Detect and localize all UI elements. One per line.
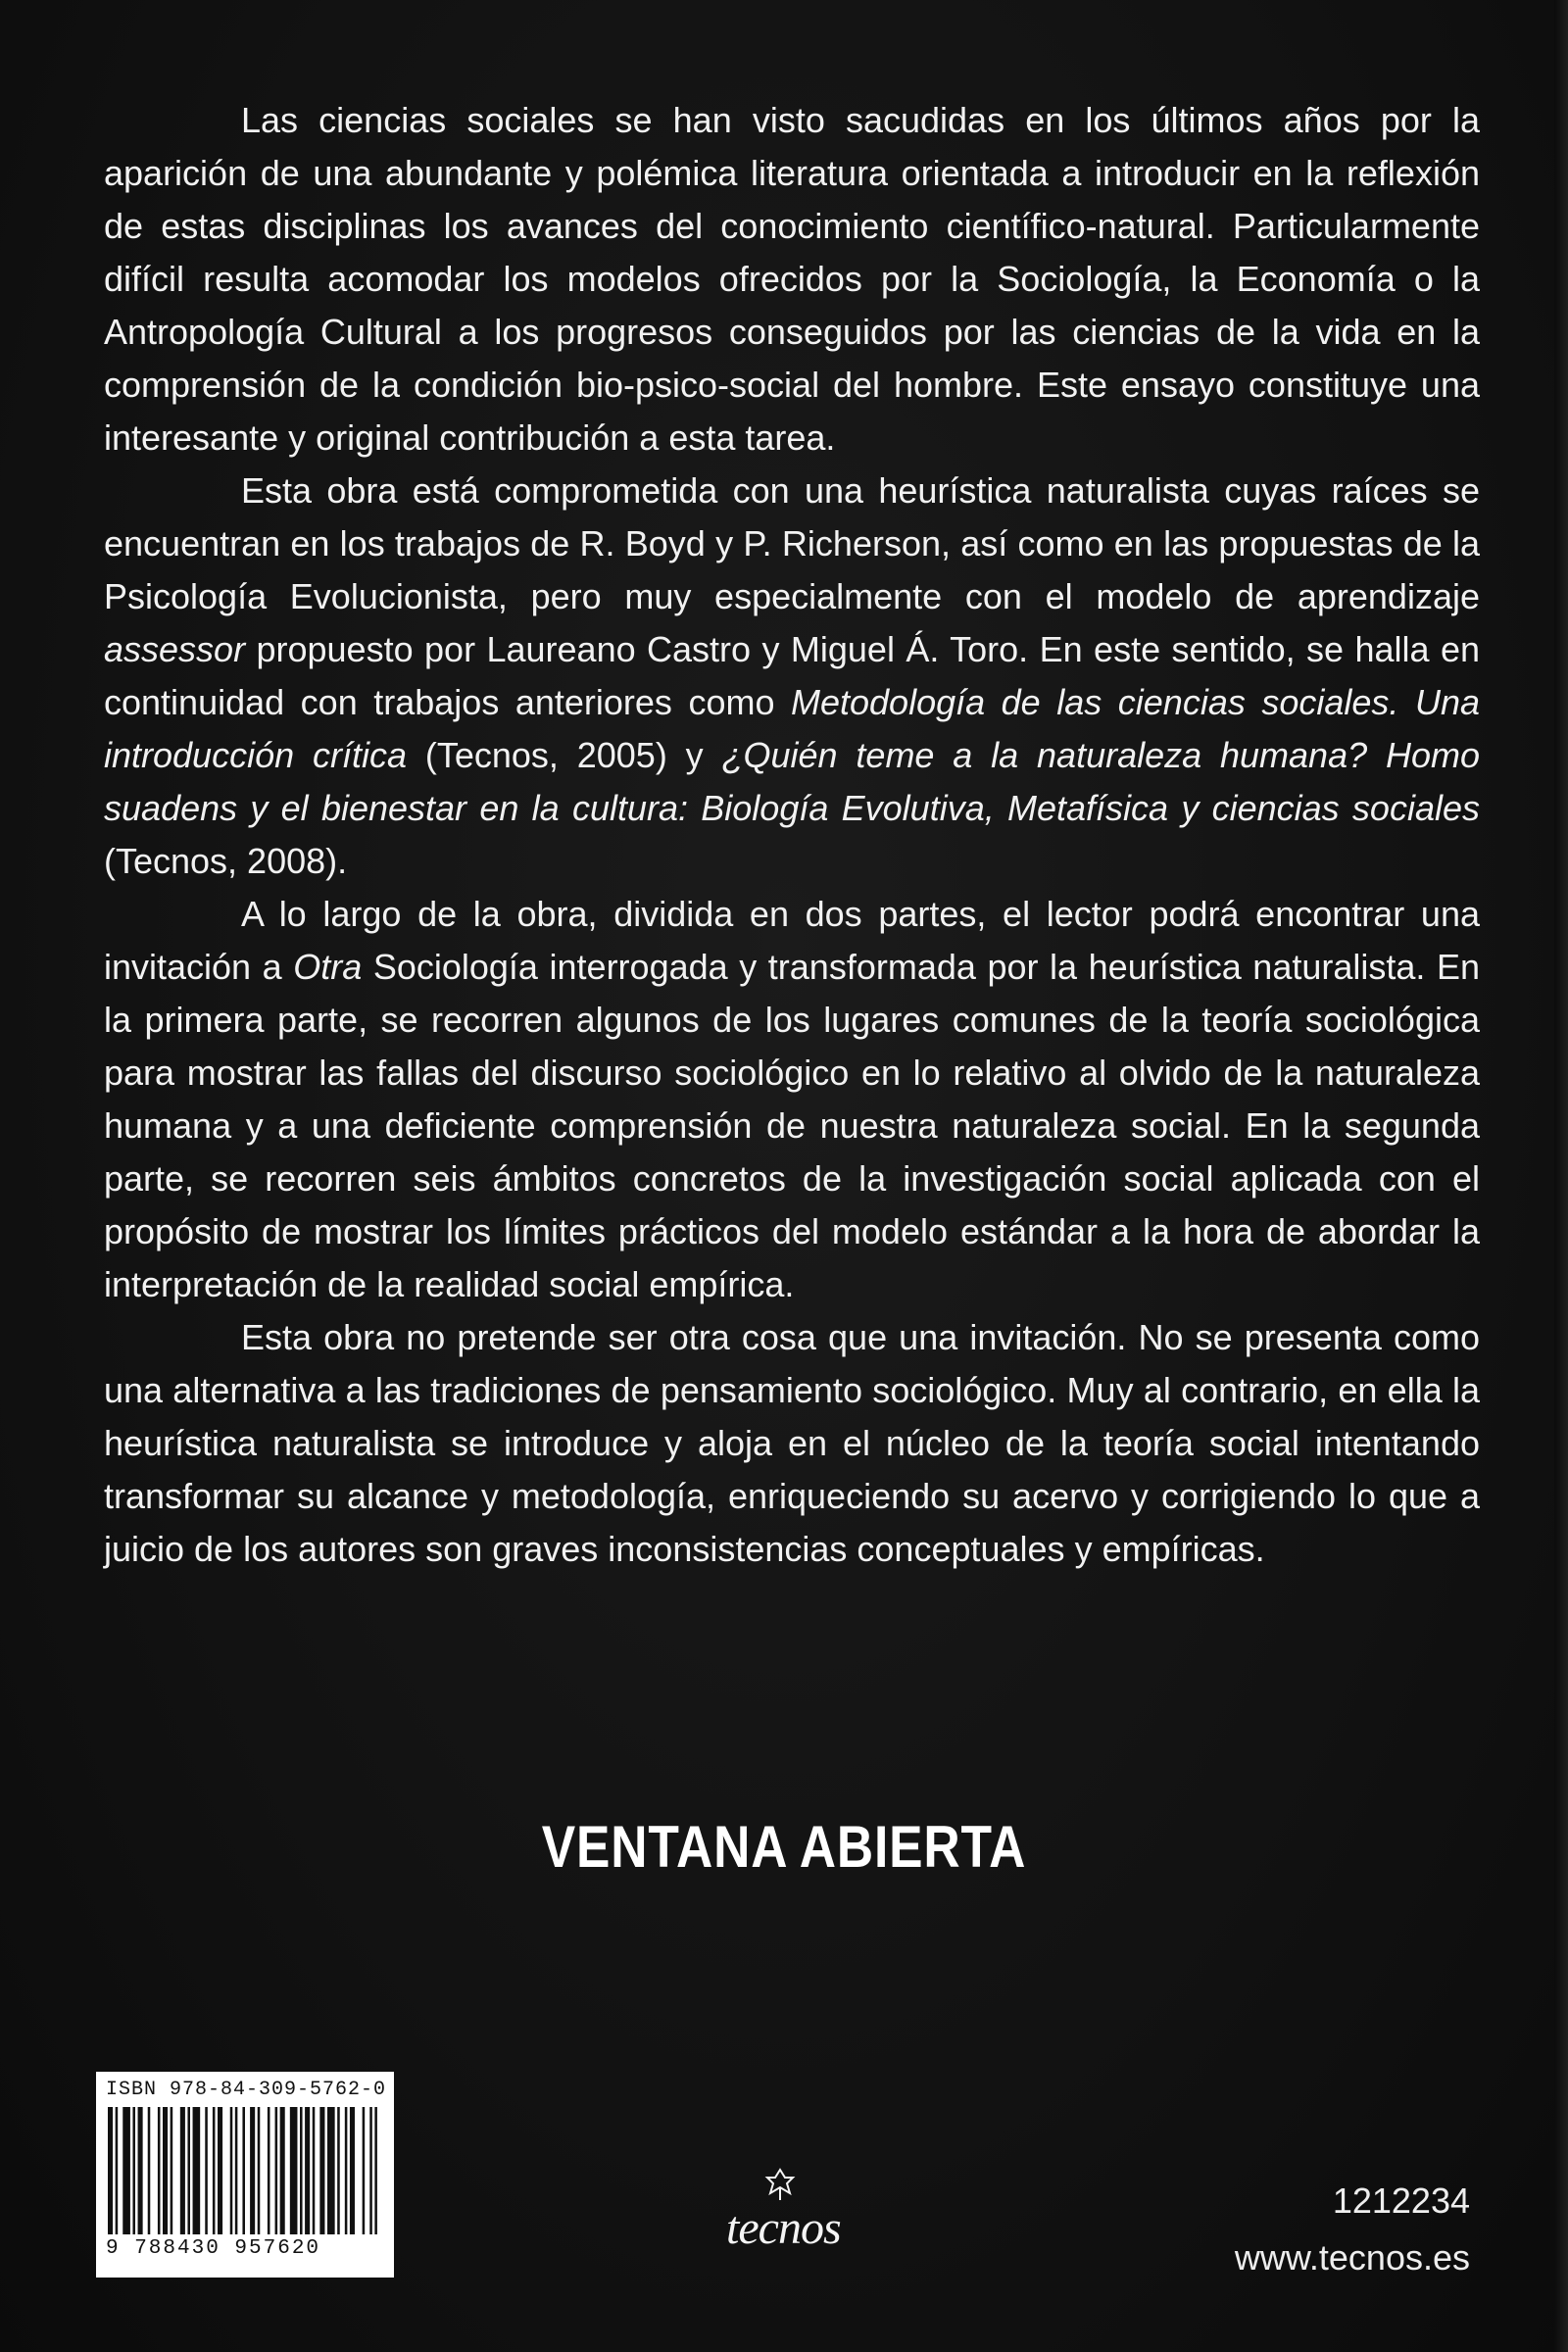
blurb-p2-italic-title-2: ¿Quién teme a la naturaleza humana? Homo suadens y el bienestar en la cultura: Biología Evolutiva, Metafísica y ciencias sociales (104, 735, 1480, 828)
product-code: 1212234 (1332, 2180, 1470, 2221)
publisher-website[interactable]: www.tecnos.es (1234, 2237, 1470, 2278)
isbn-label: ISBN 978-84-309-5762-0 (106, 2079, 387, 2101)
blurb-p2-text-a: Esta obra está comprometida con una heurística naturalista cuyas raíces se encuentran en los trabajos de R. Boyd y P. Richerson, así como en las propuestas de la Psicología Evolucionista, pero muy especialmente con el modelo de aprendizaje (104, 470, 1480, 616)
blurb-text (104, 94, 1480, 1576)
blurb-p2-text-c: propuesto por Laureano Castro y Miguel Á. Toro. En este sentido, se halla en continuidad con trabajos anteriores como (104, 629, 1480, 722)
publisher-logo (720, 2168, 858, 2276)
barcode-icon (106, 2107, 384, 2234)
blurb-p3-italic-otra: Otra (293, 947, 363, 987)
blurb-p3-text-c: Sociología interrogada y transformada por la heurística naturalista. En la primera parte, se recorren algunos de los lugares comunes de la teoría sociológica para mostrar las fallas del discurso sociológico en lo relativo al olvido de la naturaleza humana y a una deficiente comprensión de nuestra naturaleza social. En la segunda parte, se recorren seis ámbitos concretos de la investigación social aplicada con el propósito de mostrar los límites prácticos del modelo estándar a la hora de abordar la interpretación de la realidad social empírica. (104, 947, 1480, 1304)
barcode-box (96, 2072, 394, 2278)
crest-icon (763, 2168, 797, 2201)
spine-edge (1554, 0, 1568, 2352)
blurb-paragraph-2 (104, 465, 1480, 888)
blurb-p2-italic-assessor: assessor (104, 629, 246, 669)
publisher-logo-text: tecnos (726, 2202, 841, 2254)
blurb-p3-text-a: A lo largo de la obra, dividida en dos partes, el lector podrá encontrar una invitación a (104, 894, 1480, 987)
blurb-paragraph-1: Las ciencias sociales se han visto sacudidas en los últimos años por la aparición de una abundante y polémica literatura orientada a introducir en la reflexión de estas disciplinas los avances del conocimiento científico-natural. Particularmente difícil resulta acomodar los modelos ofrecidos por la Sociología, la Economía o la Antropología Cultural a los progresos conseguidos por las ciencias de la vida en la comprensión de la condición bio-psico-social del hombre. Este ensayo constituye una interesante y original contribución a esta tarea. (104, 100, 1480, 458)
blurb-p2-italic-title-1: Metodología de las ciencias sociales. Una introducción crítica (104, 682, 1480, 775)
blurb-paragraph-4: Esta obra no pretende ser otra cosa que una invitación. No se presenta como una alternativa a las tradiciones de pensamiento sociológico. Muy al contrario, en ella la heurística naturalista se introduce y aloja en el núcleo de la teoría social intentando transformar su alcance y metodología, enriqueciendo su acervo y corrigiendo lo que a juicio de los autores son graves inconsistencias conceptuales y empíricas. (104, 1317, 1480, 1569)
series-title: VENTANA ABIERTA (541, 1814, 1027, 1880)
blurb-p2-text-g: (Tecnos, 2008). (104, 841, 348, 881)
blurb-paragraph-3 (104, 888, 1480, 1311)
blurb-p2-text-e: (Tecnos, 2005) y (406, 735, 722, 775)
barcode-digits: 9 788430 957620 (106, 2237, 321, 2260)
